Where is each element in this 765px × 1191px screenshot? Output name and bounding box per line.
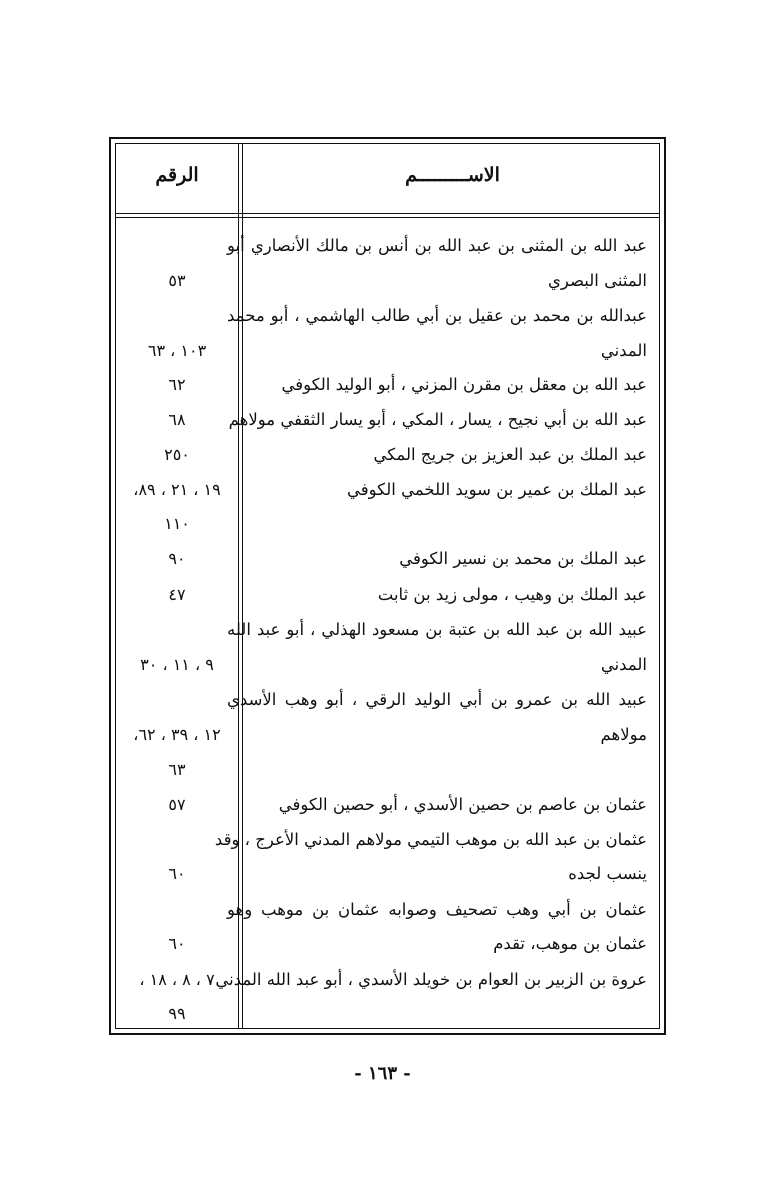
number-line: ١١٠ — [164, 514, 190, 533]
name-line: عثمان بن موهب، تقدم — [493, 934, 647, 953]
name-line: ينسب لجده — [568, 864, 647, 883]
number-line: ٤٧ — [168, 585, 186, 604]
table-inner-border — [115, 143, 660, 1029]
number-line: ١٢ ، ٣٩ ، ٦٢، — [133, 725, 221, 744]
name-line: عبد الملك بن وهيب ، مولى زيد بن ثابت — [377, 585, 647, 604]
name-line: عبد الله بن المثنى بن عبد الله بن أنس بن مالك الأنصاري أبو — [227, 236, 647, 255]
number-line: ٦٠ — [168, 934, 186, 953]
name-line: عثمان بن أبي وهب تصحيف وصوابه عثمان بن موهب وهو — [227, 900, 647, 919]
name-line: عثمان بن عاصم بن حصين الأسدي ، أبو حصين الكوفي — [278, 795, 647, 814]
name-line: مولاهم — [600, 725, 647, 744]
number-line: ٩٠ — [168, 549, 186, 568]
number-line: ٥٧ — [168, 795, 186, 814]
name-line: المدني — [600, 341, 647, 360]
name-line: عبد الملك بن عبد العزيز بن جريج المكي — [373, 445, 647, 464]
name-line: عبدالله بن محمد بن عقيل بن أبي طالب الهاشمي ، أبو محمد — [227, 306, 647, 325]
number-line: ٢٥٠ — [164, 445, 190, 464]
number-line: ٦٣ — [168, 760, 186, 779]
name-line: المدني — [600, 655, 647, 674]
number-line: ٧ ، ٨ ، ١٨ ، — [139, 970, 215, 989]
name-line: المثنى البصري — [547, 271, 647, 290]
page-number: - ١٦٣ - — [354, 1063, 411, 1084]
header-divider — [116, 213, 659, 218]
name-line: عبد الملك بن محمد بن نسير الكوفي — [399, 549, 647, 568]
number-line: ٩٩ — [168, 1004, 186, 1023]
header-name: الاســـــــــم — [405, 164, 500, 186]
number-line: ٦٨ — [168, 410, 186, 429]
name-line: عبد الملك بن عمير بن سويد اللخمي الكوفي — [347, 480, 647, 499]
name-line: عثمان بن عبد الله بن موهب التيمي مولاهم المدني الأعرج ، وقد — [214, 830, 647, 849]
number-line: ٦٠ — [168, 864, 186, 883]
number-line: ١٩ ، ٢١ ، ٨٩، — [133, 480, 221, 499]
number-line: ١٠٣ ، ٦٣ — [147, 341, 207, 360]
name-line: عبيد الله بن عبد الله بن عتبة بن مسعود الهذلي ، أبو عبد الله — [227, 620, 647, 639]
header-number: الرقم — [155, 164, 199, 186]
name-line: عروة بن الزبير بن العوام بن خويلد الأسدي ، أبو عبد الله المدني — [215, 970, 647, 989]
name-line: عبد الله بن معقل بن مقرن المزني ، أبو الوليد الكوفي — [281, 375, 647, 394]
number-line: ٩ ، ١١ ، ٣٠ — [140, 655, 214, 674]
number-line: ٦٢ — [168, 375, 186, 394]
name-line: عبد الله بن أبي نجيح ، يسار ، المكي ، أبو يسار الثقفي مولاهم — [228, 410, 647, 429]
number-line: ٥٣ — [168, 271, 186, 290]
name-line: عبيد الله بن عمرو بن أبي الوليد الرقي ، أبو وهب الأسدي — [227, 690, 647, 709]
index-table — [109, 137, 666, 1035]
